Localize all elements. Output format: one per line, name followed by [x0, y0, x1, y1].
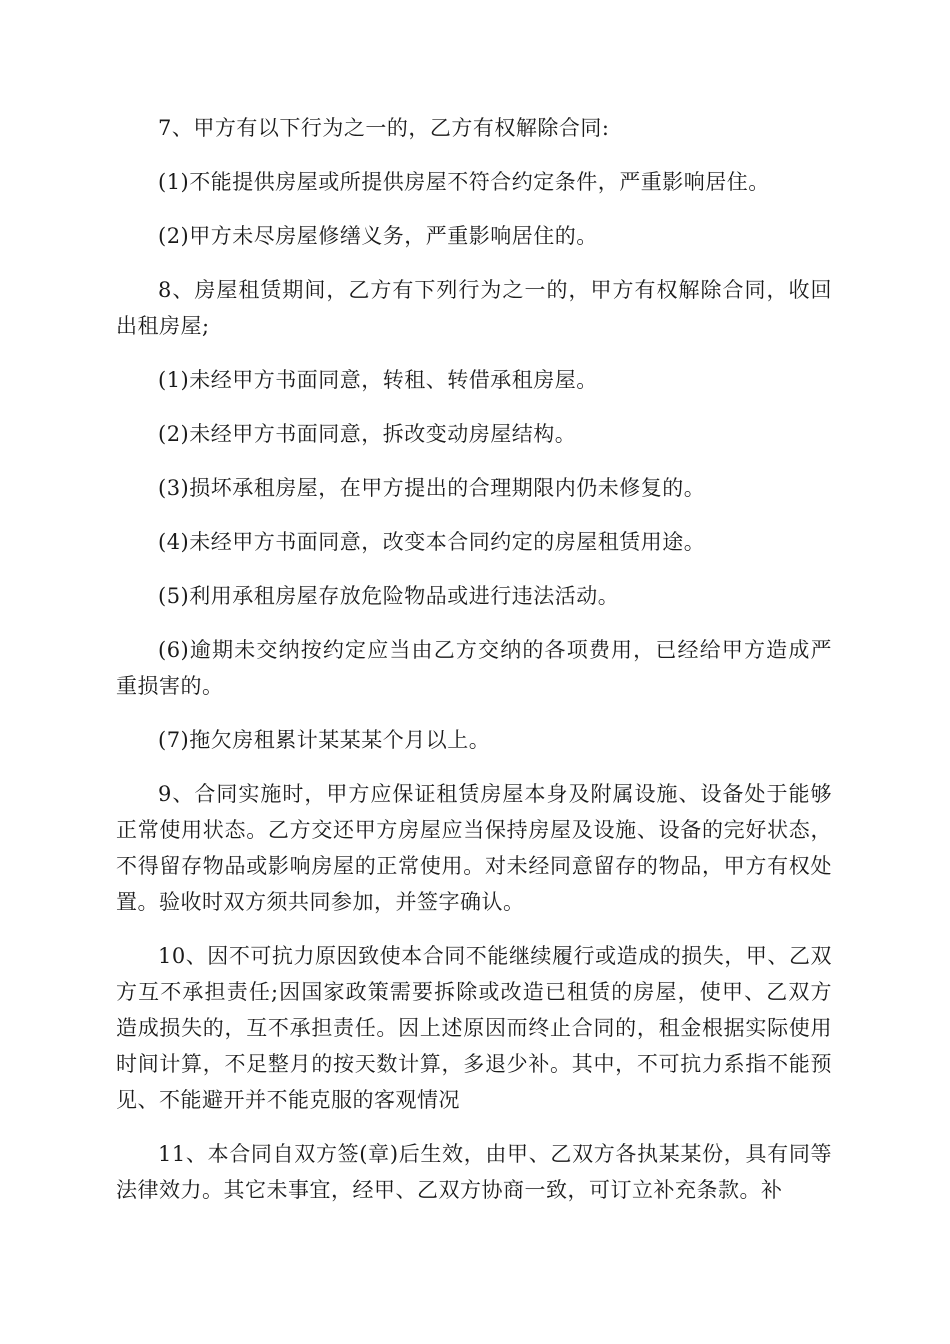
clause-7: 7、甲方有以下行为之一的，乙方有权解除合同: [158, 116, 610, 140]
clause-10: 10、因不可抗力原因致使本合同不能继续履行或造成的损失，甲、乙双方互不承担责任;因国家政策需要拆除或改造已租赁的房屋，使甲、乙双方造成损失的，互不承担责任。因上述原因而终止合同的，租金根据实际使用时间计算，不足整月的按天数计算，多退少补。其中，不可抗力系指不能预见、不能避开并不能克服的客观情况 [116, 944, 832, 1112]
clause-8-item-7: (7)拖欠房租累计某某某个月以上。 [158, 728, 491, 752]
clause-8-item-1: (1)未经甲方书面同意，转租、转借承租房屋。 [158, 368, 598, 392]
clause-7-item-1: (1)不能提供房屋或所提供房屋不符合约定条件，严重影响居住。 [158, 170, 770, 194]
clause-8-item-6: (6)逾期未交纳按约定应当由乙方交纳的各项费用，已经给甲方造成严重损害的。 [116, 638, 832, 698]
clause-8-item-4: (4)未经甲方书面同意，改变本合同约定的房屋租赁用途。 [158, 530, 706, 554]
clause-8-item-3: (3)损坏承租房屋，在甲方提出的合理期限内仍未修复的。 [158, 476, 706, 500]
clause-7-item-2: (2)甲方未尽房屋修缮义务，严重影响居住的。 [158, 224, 598, 248]
clause-8-item-2: (2)未经甲方书面同意，拆改变动房屋结构。 [158, 422, 577, 446]
clause-8: 8、房屋租赁期间，乙方有下列行为之一的，甲方有权解除合同，收回出租房屋; [116, 278, 832, 338]
clause-11: 11、本合同自双方签(章)后生效，由甲、乙双方各执某某份，具有同等法律效力。其它未事宜，经甲、乙双方协商一致，可订立补充条款。补 [116, 1142, 832, 1202]
clause-8-item-5: (5)利用承租房屋存放危险物品或进行违法活动。 [158, 584, 620, 608]
clause-9: 9、合同实施时，甲方应保证租赁房屋本身及附属设施、设备处于能够正常使用状态。乙方交还甲方房屋应当保持房屋及设施、设备的完好状态，不得留存物品或影响房屋的正常使用。对未经同意留存的物品，甲方有权处置。验收时双方须共同参加，并签字确认。 [116, 782, 832, 914]
